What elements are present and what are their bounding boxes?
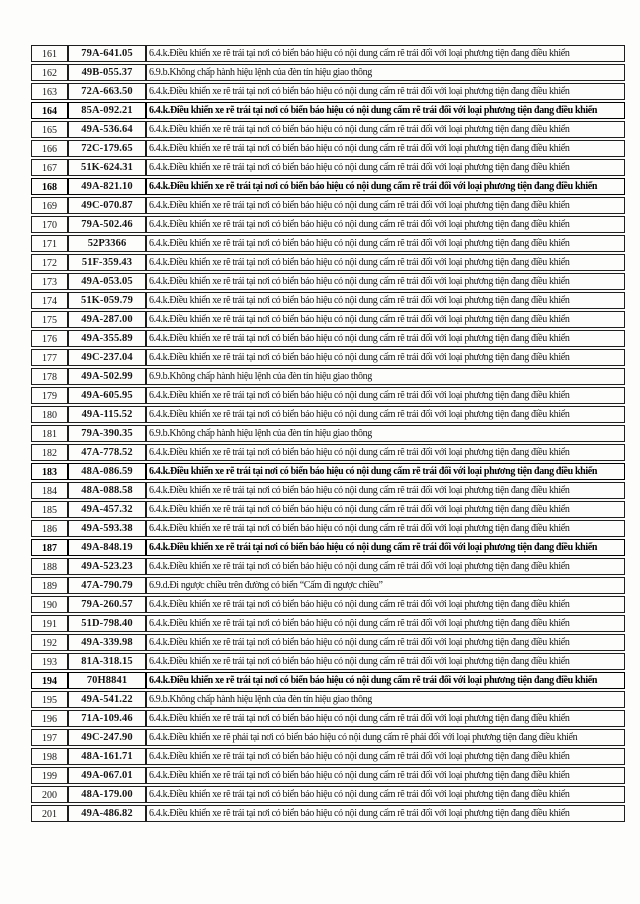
table-row	[31, 387, 625, 404]
row-number: 197	[31, 729, 68, 746]
table-row	[31, 406, 625, 423]
row-number: 168	[31, 178, 68, 195]
violation-description: 6.4.k.Điều khiển xe rẽ trái tại nơi có biển báo hiệu có nội dung cấm rẽ trái đối với loại phương tiện đang điều khiển	[146, 197, 625, 214]
license-plate: 79A-641.05	[68, 45, 146, 62]
row-number: 192	[31, 634, 68, 651]
row-number: 184	[31, 482, 68, 499]
table-row	[31, 235, 625, 252]
violation-description: 6.4.k.Điều khiển xe rẽ trái tại nơi có biển báo hiệu có nội dung cấm rẽ trái đối với loại phương tiện đang điều khiển	[146, 311, 625, 328]
license-plate: 81A-318.15	[68, 653, 146, 670]
license-plate: 49A-605.95	[68, 387, 146, 404]
violation-description: 6.4.k.Điều khiển xe rẽ trái tại nơi có biển báo hiệu có nội dung cấm rẽ trái đối với loại phương tiện đang điều khiển	[146, 83, 625, 100]
row-number: 167	[31, 159, 68, 176]
violation-description: 6.4.k.Điều khiển xe rẽ trái tại nơi có biển báo hiệu có nội dung cấm rẽ trái đối với loại phương tiện đang điều khiển	[146, 463, 625, 480]
license-plate: 51K-059.79	[68, 292, 146, 309]
row-number: 165	[31, 121, 68, 138]
table-row	[31, 330, 625, 347]
violation-description: 6.4.k.Điều khiển xe rẽ trái tại nơi có biển báo hiệu có nội dung cấm rẽ trái đối với loại phương tiện đang điều khiển	[146, 216, 625, 233]
row-number: 191	[31, 615, 68, 632]
violation-description: 6.4.k.Điều khiển xe rẽ trái tại nơi có biển báo hiệu có nội dung cấm rẽ trái đối với loại phương tiện đang điều khiển	[146, 482, 625, 499]
license-plate: 48A-161.71	[68, 748, 146, 765]
license-plate: 72C-179.65	[68, 140, 146, 157]
row-number: 180	[31, 406, 68, 423]
row-number: 182	[31, 444, 68, 461]
license-plate: 49C-247.90	[68, 729, 146, 746]
license-plate: 49A-067.01	[68, 767, 146, 784]
table-row	[31, 596, 625, 613]
table-row	[31, 45, 625, 62]
violation-description: 6.4.k.Điều khiển xe rẽ trái tại nơi có biển báo hiệu có nội dung cấm rẽ trái đối với loại phương tiện đang điều khiển	[146, 520, 625, 537]
row-number: 195	[31, 691, 68, 708]
violation-description: 6.9.b.Không chấp hành hiệu lệnh của đèn tín hiệu giao thông	[146, 64, 625, 81]
row-number: 172	[31, 254, 68, 271]
row-number: 176	[31, 330, 68, 347]
table-row	[31, 539, 625, 556]
license-plate: 49A-848.19	[68, 539, 146, 556]
row-number: 175	[31, 311, 68, 328]
license-plate: 49A-053.05	[68, 273, 146, 290]
violation-description: 6.4.k.Điều khiển xe rẽ trái tại nơi có biển báo hiệu có nội dung cấm rẽ trái đối với loại phương tiện đang điều khiển	[146, 805, 625, 822]
license-plate: 49A-541.22	[68, 691, 146, 708]
table-row	[31, 615, 625, 632]
row-number: 169	[31, 197, 68, 214]
table-row	[31, 311, 625, 328]
table-row	[31, 729, 625, 746]
row-number: 170	[31, 216, 68, 233]
row-number: 194	[31, 672, 68, 689]
license-plate: 48A-179.00	[68, 786, 146, 803]
violation-description: 6.4.k.Điều khiển xe rẽ trái tại nơi có biển báo hiệu có nội dung cấm rẽ trái đối với loại phương tiện đang điều khiển	[146, 710, 625, 727]
row-number: 196	[31, 710, 68, 727]
violation-description: 6.4.k.Điều khiển xe rẽ trái tại nơi có biển báo hiệu có nội dung cấm rẽ trái đối với loại phương tiện đang điều khiển	[146, 254, 625, 271]
row-number: 161	[31, 45, 68, 62]
table-row	[31, 653, 625, 670]
row-number: 199	[31, 767, 68, 784]
table-row	[31, 748, 625, 765]
table-row	[31, 786, 625, 803]
row-number: 179	[31, 387, 68, 404]
table-row	[31, 368, 625, 385]
table-row	[31, 216, 625, 233]
table-row	[31, 805, 625, 822]
table-row	[31, 121, 625, 138]
violations-table	[31, 43, 625, 824]
table-row	[31, 691, 625, 708]
license-plate: 79A-502.46	[68, 216, 146, 233]
table-row	[31, 159, 625, 176]
license-plate: 49A-536.64	[68, 121, 146, 138]
license-plate: 49A-502.99	[68, 368, 146, 385]
violation-description: 6.4.k.Điều khiển xe rẽ trái tại nơi có biển báo hiệu có nội dung cấm rẽ trái đối với loại phương tiện đang điều khiển	[146, 653, 625, 670]
license-plate: 47A-778.52	[68, 444, 146, 461]
violation-description: 6.4.k.Điều khiển xe rẽ trái tại nơi có biển báo hiệu có nội dung cấm rẽ trái đối với loại phương tiện đang điều khiển	[146, 330, 625, 347]
row-number: 201	[31, 805, 68, 822]
document-page	[31, 43, 625, 824]
violation-description: 6.4.k.Điều khiển xe rẽ trái tại nơi có biển báo hiệu có nội dung cấm rẽ trái đối với loại phương tiện đang điều khiển	[146, 45, 625, 62]
violation-description: 6.4.k.Điều khiển xe rẽ trái tại nơi có biển báo hiệu có nội dung cấm rẽ trái đối với loại phương tiện đang điều khiển	[146, 121, 625, 138]
license-plate: 79A-390.35	[68, 425, 146, 442]
license-plate: 48A-088.58	[68, 482, 146, 499]
violation-description: 6.4.k.Điều khiển xe rẽ trái tại nơi có biển báo hiệu có nội dung cấm rẽ trái đối với loại phương tiện đang điều khiển	[146, 406, 625, 423]
license-plate: 79A-260.57	[68, 596, 146, 613]
violation-description: 6.4.k.Điều khiển xe rẽ trái tại nơi có biển báo hiệu có nội dung cấm rẽ trái đối với loại phương tiện đang điều khiển	[146, 102, 625, 119]
table-row	[31, 482, 625, 499]
license-plate: 48A-086.59	[68, 463, 146, 480]
violation-description: 6.9.d.Đi ngược chiều trên đường có biển “Cấm đi ngược chiều”	[146, 577, 625, 594]
license-plate: 49A-355.89	[68, 330, 146, 347]
license-plate: 49A-287.00	[68, 311, 146, 328]
row-number: 177	[31, 349, 68, 366]
violation-description: 6.4.k.Điều khiển xe rẽ trái tại nơi có biển báo hiệu có nội dung cấm rẽ trái đối với loại phương tiện đang điều khiển	[146, 767, 625, 784]
violation-description: 6.4.k.Điều khiển xe rẽ trái tại nơi có biển báo hiệu có nội dung cấm rẽ trái đối với loại phương tiện đang điều khiển	[146, 558, 625, 575]
violations-table-body	[31, 45, 625, 822]
violation-description: 6.4.k.Điều khiển xe rẽ trái tại nơi có biển báo hiệu có nội dung cấm rẽ trái đối với loại phương tiện đang điều khiển	[146, 748, 625, 765]
license-plate: 49A-486.82	[68, 805, 146, 822]
row-number: 162	[31, 64, 68, 81]
table-row	[31, 197, 625, 214]
license-plate: 49A-593.38	[68, 520, 146, 537]
table-row	[31, 64, 625, 81]
violation-description: 6.4.k.Điều khiển xe rẽ trái tại nơi có biển báo hiệu có nội dung cấm rẽ trái đối với loại phương tiện đang điều khiển	[146, 178, 625, 195]
violation-description: 6.4.k.Điều khiển xe rẽ trái tại nơi có biển báo hiệu có nội dung cấm rẽ trái đối với loại phương tiện đang điều khiển	[146, 786, 625, 803]
violation-description: 6.4.k.Điều khiển xe rẽ trái tại nơi có biển báo hiệu có nội dung cấm rẽ trái đối với loại phương tiện đang điều khiển	[146, 596, 625, 613]
table-row	[31, 463, 625, 480]
row-number: 193	[31, 653, 68, 670]
violation-description: 6.4.k.Điều khiển xe rẽ trái tại nơi có biển báo hiệu có nội dung cấm rẽ trái đối với loại phương tiện đang điều khiển	[146, 235, 625, 252]
violation-description: 6.9.b.Không chấp hành hiệu lệnh của đèn tín hiệu giao thông	[146, 368, 625, 385]
row-number: 171	[31, 235, 68, 252]
violation-description: 6.4.k.Điều khiển xe rẽ trái tại nơi có biển báo hiệu có nội dung cấm rẽ trái đối với loại phương tiện đang điều khiển	[146, 349, 625, 366]
license-plate: 49A-821.10	[68, 178, 146, 195]
table-row	[31, 767, 625, 784]
table-row	[31, 672, 625, 689]
license-plate: 51K-624.31	[68, 159, 146, 176]
row-number: 183	[31, 463, 68, 480]
violation-description: 6.4.k.Điều khiển xe rẽ trái tại nơi có biển báo hiệu có nội dung cấm rẽ trái đối với loại phương tiện đang điều khiển	[146, 615, 625, 632]
table-row	[31, 501, 625, 518]
row-number: 163	[31, 83, 68, 100]
violation-description: 6.9.b.Không chấp hành hiệu lệnh của đèn tín hiệu giao thông	[146, 425, 625, 442]
license-plate: 85A-092.21	[68, 102, 146, 119]
row-number: 174	[31, 292, 68, 309]
table-row	[31, 140, 625, 157]
row-number: 200	[31, 786, 68, 803]
table-row	[31, 520, 625, 537]
license-plate: 49C-237.04	[68, 349, 146, 366]
license-plate: 71A-109.46	[68, 710, 146, 727]
violation-description: 6.4.k.Điều khiển xe rẽ trái tại nơi có biển báo hiệu có nội dung cấm rẽ trái đối với loại phương tiện đang điều khiển	[146, 539, 625, 556]
row-number: 185	[31, 501, 68, 518]
row-number: 181	[31, 425, 68, 442]
license-plate: 51D-798.40	[68, 615, 146, 632]
row-number: 164	[31, 102, 68, 119]
violation-description: 6.4.k.Điều khiển xe rẽ trái tại nơi có biển báo hiệu có nội dung cấm rẽ trái đối với loại phương tiện đang điều khiển	[146, 501, 625, 518]
row-number: 188	[31, 558, 68, 575]
table-row	[31, 102, 625, 119]
row-number: 173	[31, 273, 68, 290]
license-plate: 49A-523.23	[68, 558, 146, 575]
table-row	[31, 558, 625, 575]
violation-description: 6.4.k.Điều khiển xe rẽ phải tại nơi có biển báo hiệu có nội dung cấm rẽ phải đối với loại phương tiện đang điều khiển	[146, 729, 625, 746]
violation-description: 6.4.k.Điều khiển xe rẽ trái tại nơi có biển báo hiệu có nội dung cấm rẽ trái đối với loại phương tiện đang điều khiển	[146, 273, 625, 290]
license-plate: 70H8841	[68, 672, 146, 689]
violation-description: 6.4.k.Điều khiển xe rẽ trái tại nơi có biển báo hiệu có nội dung cấm rẽ trái đối với loại phương tiện đang điều khiển	[146, 159, 625, 176]
table-row	[31, 444, 625, 461]
table-row	[31, 425, 625, 442]
table-row	[31, 349, 625, 366]
row-number: 190	[31, 596, 68, 613]
license-plate: 72A-663.50	[68, 83, 146, 100]
table-row	[31, 292, 625, 309]
table-row	[31, 273, 625, 290]
license-plate: 49A-339.98	[68, 634, 146, 651]
row-number: 189	[31, 577, 68, 594]
license-plate: 52P3366	[68, 235, 146, 252]
row-number: 186	[31, 520, 68, 537]
row-number: 178	[31, 368, 68, 385]
table-row	[31, 83, 625, 100]
violation-description: 6.4.k.Điều khiển xe rẽ trái tại nơi có biển báo hiệu có nội dung cấm rẽ trái đối với loại phương tiện đang điều khiển	[146, 292, 625, 309]
violation-description: 6.4.k.Điều khiển xe rẽ trái tại nơi có biển báo hiệu có nội dung cấm rẽ trái đối với loại phương tiện đang điều khiển	[146, 140, 625, 157]
license-plate: 49A-457.32	[68, 501, 146, 518]
license-plate: 49A-115.52	[68, 406, 146, 423]
license-plate: 49C-070.87	[68, 197, 146, 214]
violation-description: 6.4.k.Điều khiển xe rẽ trái tại nơi có biển báo hiệu có nội dung cấm rẽ trái đối với loại phương tiện đang điều khiển	[146, 444, 625, 461]
table-row	[31, 634, 625, 651]
violation-description: 6.4.k.Điều khiển xe rẽ trái tại nơi có biển báo hiệu có nội dung cấm rẽ trái đối với loại phương tiện đang điều khiển	[146, 387, 625, 404]
violation-description: 6.9.b.Không chấp hành hiệu lệnh của đèn tín hiệu giao thông	[146, 691, 625, 708]
license-plate: 49B-055.37	[68, 64, 146, 81]
row-number: 198	[31, 748, 68, 765]
license-plate: 47A-790.79	[68, 577, 146, 594]
table-row	[31, 178, 625, 195]
violation-description: 6.4.k.Điều khiển xe rẽ trái tại nơi có biển báo hiệu có nội dung cấm rẽ trái đối với loại phương tiện đang điều khiển	[146, 672, 625, 689]
table-row	[31, 710, 625, 727]
table-row	[31, 254, 625, 271]
table-row	[31, 577, 625, 594]
license-plate: 51F-359.43	[68, 254, 146, 271]
row-number: 166	[31, 140, 68, 157]
row-number: 187	[31, 539, 68, 556]
violation-description: 6.4.k.Điều khiển xe rẽ trái tại nơi có biển báo hiệu có nội dung cấm rẽ trái đối với loại phương tiện đang điều khiển	[146, 634, 625, 651]
